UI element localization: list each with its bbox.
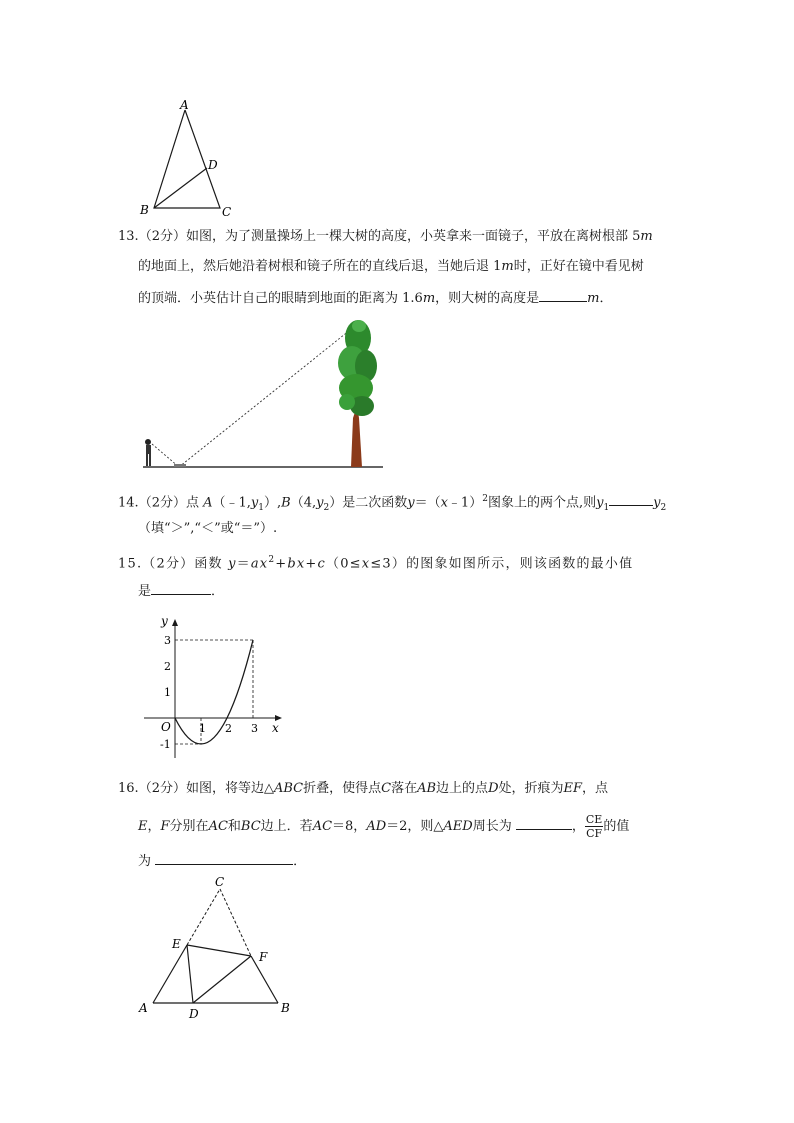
q14-sub2: 2 — [323, 502, 330, 513]
q15-answer-blank[interactable] — [151, 582, 211, 595]
q16-bc: BC — [240, 819, 261, 834]
q16-comma2: ， — [571, 819, 585, 834]
q13-unit-4: m — [587, 291, 600, 306]
label-C: C — [222, 205, 232, 219]
q14-point-B: B — [281, 495, 291, 511]
label-A: A — [180, 98, 189, 112]
q16-ac: AC — [208, 819, 228, 834]
q16-and: 和 — [227, 819, 241, 834]
q16-e: E — [138, 819, 148, 834]
y-tick-neg1: -1 — [160, 738, 171, 751]
q14-sub1: 1 — [258, 502, 264, 513]
q15-x: x — [361, 556, 371, 572]
q16-line1d: 边上的点 — [436, 781, 489, 796]
q14-sup2: 2 — [482, 494, 488, 504]
q16-eq2: ＝2，则△ — [386, 819, 444, 834]
figure-tree-mirror — [138, 318, 388, 473]
q14-text-b: ）是二次函数 — [329, 495, 408, 511]
q16-line2c: 周长为 — [472, 819, 512, 834]
figure-folded-triangle — [130, 872, 300, 1022]
q16-line2a: 分别在 — [169, 819, 209, 834]
label-D: D — [208, 158, 218, 172]
q16-ad: AD — [366, 819, 387, 834]
figure-triangle-abd — [130, 95, 240, 220]
q15-sup2: 2 — [268, 555, 276, 565]
q16-ac2: AC — [312, 819, 333, 834]
y-tick-1: 1 — [164, 686, 171, 699]
q15-eq: ＝ — [236, 556, 251, 572]
q13-period: ． — [599, 291, 613, 306]
label-B: B — [140, 203, 149, 217]
q16-line1a: （2分）如图，将等边△ — [138, 781, 274, 796]
mirror-icon — [174, 464, 186, 467]
label-D: D — [189, 1007, 199, 1021]
q13-unit: m — [640, 229, 653, 244]
q13-line2a: 的地面上，然后她沿着树根和镜子所在的直线后退，当她后退 1 — [138, 259, 502, 274]
q15-range2: ≤3）的图象如图所示，则该函数的最小值 — [370, 556, 634, 572]
q15-ax: ax — [250, 556, 269, 572]
fraction-bottom: CF — [586, 827, 603, 840]
q14-eq: ＝（ — [414, 495, 441, 511]
y-tick-3: 3 — [164, 634, 171, 647]
q14-cmp-sub2: 2 — [660, 502, 667, 513]
x-tick-1: 1 — [199, 722, 206, 735]
axis-y-label: y — [161, 614, 168, 628]
label-A: A — [139, 1001, 148, 1015]
q14-coord-b: （4, — [290, 495, 317, 511]
q16-line2d: 的值 — [603, 819, 630, 834]
q14-answer-blank[interactable] — [609, 493, 653, 506]
label-E: E — [172, 937, 181, 951]
q13-unit-3: m — [422, 291, 436, 306]
q16-period: ． — [293, 854, 307, 869]
q14-x: x — [440, 495, 448, 511]
q15-y: y — [228, 556, 237, 572]
fraction-top: CE — [585, 813, 603, 826]
q13-line1: 如图，为了测量操场上一棵大树的高度，小英拿来一面镜子，平放在离树根部 5 — [185, 229, 641, 244]
q14-func-y: y — [407, 495, 415, 511]
q13-line3a: 的顶端．小英估计自己的眼睛到地面的距离为 1.6 — [138, 291, 423, 306]
q16-c: C — [381, 781, 392, 796]
q16-d: D — [488, 781, 499, 796]
q14-minus1: ﹣1） — [447, 495, 483, 511]
q16-f: F — [160, 819, 170, 834]
q15-period: ． — [211, 584, 225, 599]
q13-line2b: 时，正好在镜中看见树 — [513, 259, 644, 274]
axis-x-label: x — [272, 721, 279, 735]
q14-text-c: 图象上的两个点,则 — [487, 495, 597, 511]
q13-score: （2分） — [138, 229, 186, 244]
label-B: B — [281, 1001, 290, 1015]
q14-point-A: A — [203, 495, 213, 511]
q15-number: 15. — [118, 556, 143, 572]
q14-number: 14. — [118, 495, 139, 511]
q16-answer-blank-2[interactable] — [155, 852, 293, 865]
tree-icon — [338, 320, 377, 467]
origin-label: O — [161, 720, 171, 734]
q16-line1b: 折叠，使得点 — [303, 781, 382, 796]
q16-comma: ， — [147, 819, 161, 834]
q16-eq8: ＝8， — [332, 819, 367, 834]
q13-number: 13. — [118, 229, 139, 244]
label-F: F — [259, 950, 268, 964]
figure-parabola-graph — [138, 612, 298, 767]
parabola-curve — [175, 640, 253, 744]
q16-line1e: 处，折痕为 — [498, 781, 564, 796]
q13-answer-blank[interactable] — [539, 289, 587, 302]
q16-ef: EF — [563, 781, 583, 796]
q14-y1: y — [250, 495, 259, 511]
q14-y2: y — [316, 495, 324, 511]
q14-coord-a: （﹣1, — [212, 495, 251, 511]
q16-number: 16. — [118, 781, 139, 796]
q16-answer-blank-1[interactable] — [516, 817, 572, 830]
q13-unit-2: m — [501, 259, 514, 274]
fraction-ce-cf — [585, 813, 603, 840]
q14-cmp-sub1: 1 — [603, 502, 610, 513]
label-C: C — [215, 875, 225, 889]
q14-close: ）, — [263, 495, 282, 511]
y-tick-2: 2 — [164, 660, 171, 673]
q16-aed: AED — [443, 819, 473, 834]
x-tick-2: 2 — [225, 722, 232, 735]
q16-line2b: 边上．若 — [260, 819, 313, 834]
q16-abc: ABC — [273, 781, 304, 796]
q14-line2: （填“＞”,“＜”或“＝”）. — [138, 521, 278, 536]
q15-text-a: （2分）函数 — [142, 556, 229, 572]
q16-line1c: 落在 — [391, 781, 418, 796]
x-tick-3: 3 — [251, 722, 258, 735]
q16-line3: 为 — [138, 854, 152, 869]
q16-ab: AB — [417, 781, 437, 796]
q15-rest: +bx+c — [275, 556, 326, 572]
person-icon — [145, 439, 151, 466]
q14-text-a: （2分）点 — [138, 495, 204, 511]
q15-line2: 是 — [138, 584, 152, 599]
q15-range: （0≤ — [326, 556, 362, 572]
q13-line3b: ，则大树的高度是 — [435, 291, 540, 306]
q14-cmp-y2: y — [653, 495, 661, 511]
q14-cmp-y1: y — [596, 495, 604, 511]
q16-line1f: ，点 — [582, 781, 609, 796]
